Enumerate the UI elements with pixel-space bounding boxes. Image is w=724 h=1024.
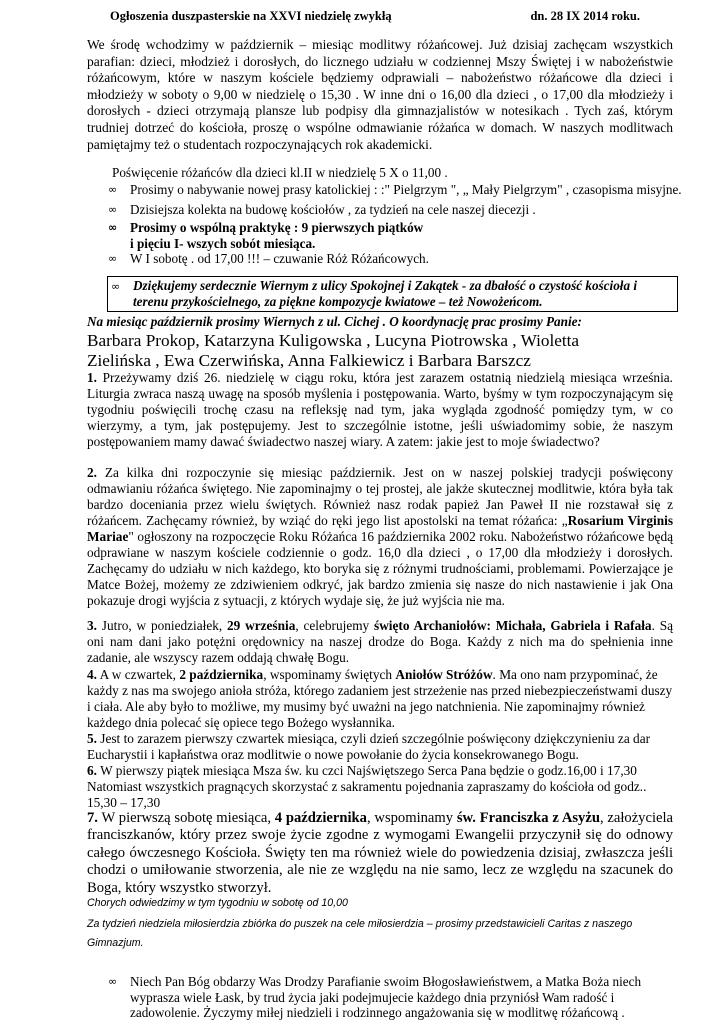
item-text: Jutro, w poniedziałek,: [96, 618, 228, 633]
item-2: [87, 465, 673, 609]
item-number: 2.: [87, 465, 97, 480]
request-line: Na miesiąc październik prosimy Wiernych z ul. Cichej . O koordynację prac prosimy Panie:: [87, 314, 582, 329]
header-title: Ogłoszenia duszpasterskie na XXVI niedzielę zwykłą: [110, 9, 392, 23]
item-1: [87, 370, 673, 450]
caritas-note: Za tydzień niedziela miłosierdzia zbiórka do puszek na cele miłosierdzia – prosimy przedstawicieli Caritas z naszego Gimnazjum.: [87, 918, 633, 949]
item-number: 5.: [87, 731, 97, 746]
infinity-icon: ∞: [108, 975, 118, 988]
list-item: [108, 182, 685, 198]
item-text-end: . Ma ono nam przypominać, że każdy z nas ma swojego anioła stróża, którego zadaniem jest strzeżenie nas przed niebezpieczeństwami duszy i ciała. Ale aby było to możliwe, my musimy być uważni na jego natchnienia. Nie zapominajmy również każdego dnia polecać się opiece tego Bożego wysłannika.: [87, 667, 673, 730]
infinity-icon: ∞: [111, 280, 121, 293]
item-text-end: , założyciela franciszkanów, który przez swoje życie zgodne z wymogami Ewangelii przyczynił się do odnowy całego ówczesnego Kościoła. Święty ten ma również wiele do powiedzenia dzisiaj, zwłaszcza jeśli chodzi o umiłowanie stworzenia, ale nie ze względu na nie samo, lecz ze względu na szacunek do Boga, który wszystko stworzył.: [87, 810, 674, 896]
sick-visit-note: Chorych odwiedzimy w tym tygodniu w sobotę od 10,00: [87, 897, 348, 909]
item-text: Przeżywamy dziś 26. niedzielę w ciągu roku, która jest zarazem ostatnią niedzielą miesiąca września. Liturgia zwraca naszą uwagę na sposób myślenia i postępowania. Warto, byśmy w tym rozpoczynającym się tygodniu poświęcili trochę czasu na refleksję nad tym, jaka wygląda zgodność pomiędzy tym, w co wierzymy, a tym, jak postępujemy. Jest to szczególnie istotne, jeśli uświadomimy sobie, że naszym postępowaniem mamy dawać świadectwo naszej wiary. A zatem: jakie jest to moje świadectwo?: [87, 370, 673, 449]
item-text-end: . Są oni nam dani jako potężni orędownicy na naszej drodze do Boga. Każdy z nich ma do spełnienia inne zadanie, ale wszyscy razem oddają chwałę Bogu.: [87, 618, 674, 665]
closing-blessing: [108, 974, 678, 1021]
list-item-text: Prosimy o nabywanie nowej prasy katolickiej : :" Pielgrzym ", „ Mały Pielgrzym" , czasopisma misyjne.: [130, 182, 682, 197]
item-text-cont: , wspominamy: [366, 810, 457, 826]
closing-text: Niech Pan Bóg obdarzy Was Drodzy Parafianie swoim Błogosławieństwem, a Matka Boża niech wyprasza wiele Łask, by trud życia jaki podejmujecie każdego dnia przyniósł Wam radość i zadowolenie. Życzymy miłej niedzieli i rodzinnego angażowania się w modlitwę różańcową .: [130, 974, 642, 1021]
intro-paragraph: We środę wchodzimy w październik – miesiąc modlitwy różańcowej. Już dzisiaj zachęcam wszystkich parafian: dzieci, młodzież i dorosłych, do licznego udziału w codziennej Mszy Świętej i w nabożeństwie różańcowym, które w naszym kościele będziemy odprawiali – nabożeństwo różańcowe dla dzieci i młodzieży w soboty o 9,00 w niedzielę o 15,30 . W inne dni o 16,00 dla dzieci , o 17,00 dla młodzieży i dorosłych - dzieci otrzymają plansze lub podpisy dla gimnazjalistów w notesikach . Tych zaś, którym trudniej dotrzeć do kościoła, proszę o wspólne odmawianie różańca w domach. W naszych modlitwach pamiętajmy też o studentach rozpoczynających rok akademicki.: [87, 37, 673, 152]
item-number: 4.: [87, 667, 97, 682]
item-6: [87, 763, 673, 811]
item-number: 7.: [87, 810, 98, 826]
list-item-text-second: i pięciu I- wszych sobót miesiąca.: [130, 235, 316, 251]
item-text-bold: 4 października: [274, 810, 367, 826]
item-3: [87, 618, 673, 666]
item-text: A w czwartek,: [96, 667, 180, 682]
item-text-bold: 29 września: [227, 618, 296, 633]
announcement-list: [108, 182, 708, 267]
item-text: Jest to zarazem pierwszy czwartek miesiąca, czyli dzień szczególnie poświęcony dziękczynieniu za dar Eucharystii i kapłaństwa oraz modlitwie o nowe powołanie do życia konsekrowanego Bogu.: [87, 731, 651, 762]
item-number: 3.: [87, 618, 97, 633]
coordinator-names: Barbara Prokop, Katarzyna Kuligowska , Lucyna Piotrowska , Wioletta Zielińska , Ewa Czerwińska, Anna Falkiewicz i Barbara Barszcz: [87, 331, 580, 370]
item-number: 6.: [87, 763, 97, 778]
list-item-text: Prosimy o wspólną praktykę : 9 pierwszych piątków: [130, 220, 424, 236]
infinity-icon: ∞: [108, 252, 118, 266]
list-item: [108, 974, 678, 1021]
infinity-icon: ∞: [108, 183, 118, 196]
item-text-cont: , celebrujemy: [295, 618, 375, 633]
item-text-cont: , wspominamy świętych: [263, 667, 396, 682]
item-text-cont: " ogłoszony na rozpoczęcie Roku Różańca 16 października 2002 roku. Nabożeństwo różańcowe będą odprawiane w naszym kościele codziennie o godz. 16,0 dla dzieci , o 17,00 dla młodzieży i dorosłych. Zachęcamy do udziału w nich każdego, kto boryka się z różnymi trudnościami, problemami. Powierzające je Matce Bożej, możemy ze zdziwieniem odkryć, jak bardzo zmienia się nasze do nich nastawienie i jak Ona pokazuje drogi wyjścia z sytuacji, z których wydaje się, że już wyjścia nie ma.: [87, 529, 673, 608]
item-text: W pierwszą sobotę miesiąca,: [97, 810, 275, 826]
list-item: [108, 251, 708, 267]
item-5: [87, 731, 673, 763]
item-text-bold-2: święto Archaniołów: Michała, Gabriela i Rafała: [374, 618, 652, 633]
item-text-bold: Rosarium Virginis Mariae: [87, 513, 673, 544]
list-item-text: W I sobotę . od 17,00 !!! – czuwanie Róż Różańcowych.: [130, 251, 429, 267]
item-4: [87, 667, 673, 731]
item-number: 1.: [87, 370, 97, 385]
infinity-icon: ∞: [108, 202, 118, 216]
list-item-text: Dzisiejsza kolekta na budowę kościołów , za tydzień na cele naszej diecezji .: [130, 201, 536, 217]
item-text-bold: 2 października: [179, 667, 264, 682]
infinity-icon: ∞: [108, 221, 118, 235]
item-text-bold-2: Aniołów Stróżów: [395, 667, 493, 682]
thanks-box: [107, 276, 678, 312]
list-item: [108, 220, 708, 251]
item-text: Za kilka dni rozpoczynie się miesiąc październik. Jest on w naszej polskiej tradycji poświęcony odmawianiu różańca świętego. Nie zapominajmy o tej prostej, ale jakże skutecznej modlitwie, która była tak bardzo doceniania przez wielu świętych. Również nasz rodak papież Jan Paweł II nie rozstawał się z różańcem. Zachęcamy również, by wziąć do ręki jego list apostolski na temat różańca: „: [87, 465, 673, 528]
item-7: [87, 810, 673, 897]
list-item: [108, 202, 708, 218]
item-text: W pierwszy piątek miesiąca Msza św. ku czci Najświętszego Serca Pana będzie o godz.16,00 i 17,30 Natomiast wszystkich pragnących skorzystać z sakramentu pojednania zapraszamy do kościoła od godz.. 15,30 – 17,30: [87, 763, 647, 810]
header-date: dn. 28 IX 2014 roku.: [530, 9, 640, 23]
rosary-blessing-note: Poświęcenie różańców dla dzieci kl.II w niedzielę 5 X o 11,00 .: [112, 165, 448, 180]
item-text-bold-2: św. Franciszka z Asyżu: [456, 810, 600, 826]
page-header: [110, 9, 640, 25]
thanks-text: Dziękujemy serdecznie Wiernym z ulicy Spokojnej i Zakątek - za dbałość o czystość kościoła i terenu przykościelnego, za piękne kompozycje kwiatowe – też Nowożeńcom.: [133, 278, 638, 309]
